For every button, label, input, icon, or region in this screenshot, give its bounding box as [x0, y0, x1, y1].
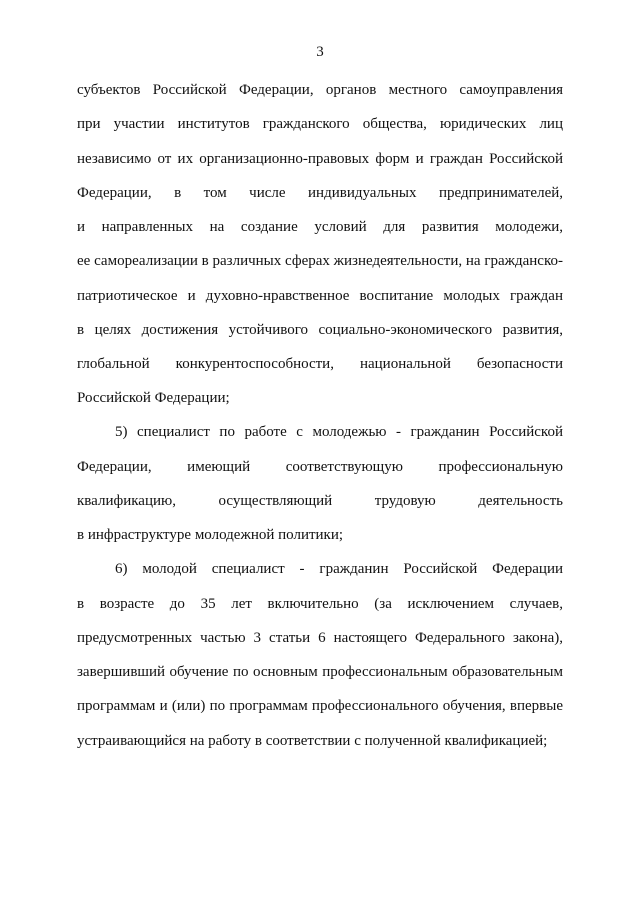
- text-line: Российской Федерации;: [77, 390, 230, 406]
- text-line: завершивший обучение по основным профессиональным образовательным: [77, 664, 563, 680]
- text-line: в целях достижения устойчивого социально-экономического развития,: [77, 322, 563, 338]
- text-line: в возрасте до 35 лет включительно (за исключением случаев,: [77, 596, 563, 612]
- text-line: программам и (или) по программам профессионального обучения, впервые: [77, 698, 563, 714]
- text-line: и направленных на создание условий для развития молодежи,: [77, 219, 563, 235]
- text-line: глобальной конкурентоспособности, национальной безопасности: [77, 356, 563, 372]
- text-line: Федерации, имеющий соответствующую профессиональную: [77, 459, 563, 475]
- text-line: в инфраструктуре молодежной политики;: [77, 527, 344, 543]
- list-item-6-start: 6) молодой специалист - гражданин Российской Федерации: [115, 561, 563, 577]
- text-line: независимо от их организационно-правовых форм и граждан Российской: [77, 151, 563, 167]
- text-line: квалификацию, осуществляющий трудовую деятельность: [77, 493, 563, 509]
- text-line: субъектов Российской Федерации, органов местного самоуправления: [77, 82, 563, 98]
- page-number: 3: [316, 44, 324, 60]
- text-line: ее самореализации в различных сферах жизнедеятельности, на гражданско-: [77, 253, 563, 269]
- text-line: Федерации, в том числе индивидуальных предпринимателей,: [77, 185, 563, 201]
- list-item-5-start: 5) специалист по работе с молодежью - гражданин Российской: [115, 424, 563, 440]
- text-line: устраивающийся на работу в соответствии с полученной квалификацией;: [77, 733, 548, 749]
- text-line: патриотическое и духовно-нравственное воспитание молодых граждан: [77, 288, 563, 304]
- text-line: предусмотренных частью 3 статьи 6 настоящего Федерального закона),: [77, 630, 563, 646]
- text-line: при участии институтов гражданского общества, юридических лиц: [77, 116, 563, 132]
